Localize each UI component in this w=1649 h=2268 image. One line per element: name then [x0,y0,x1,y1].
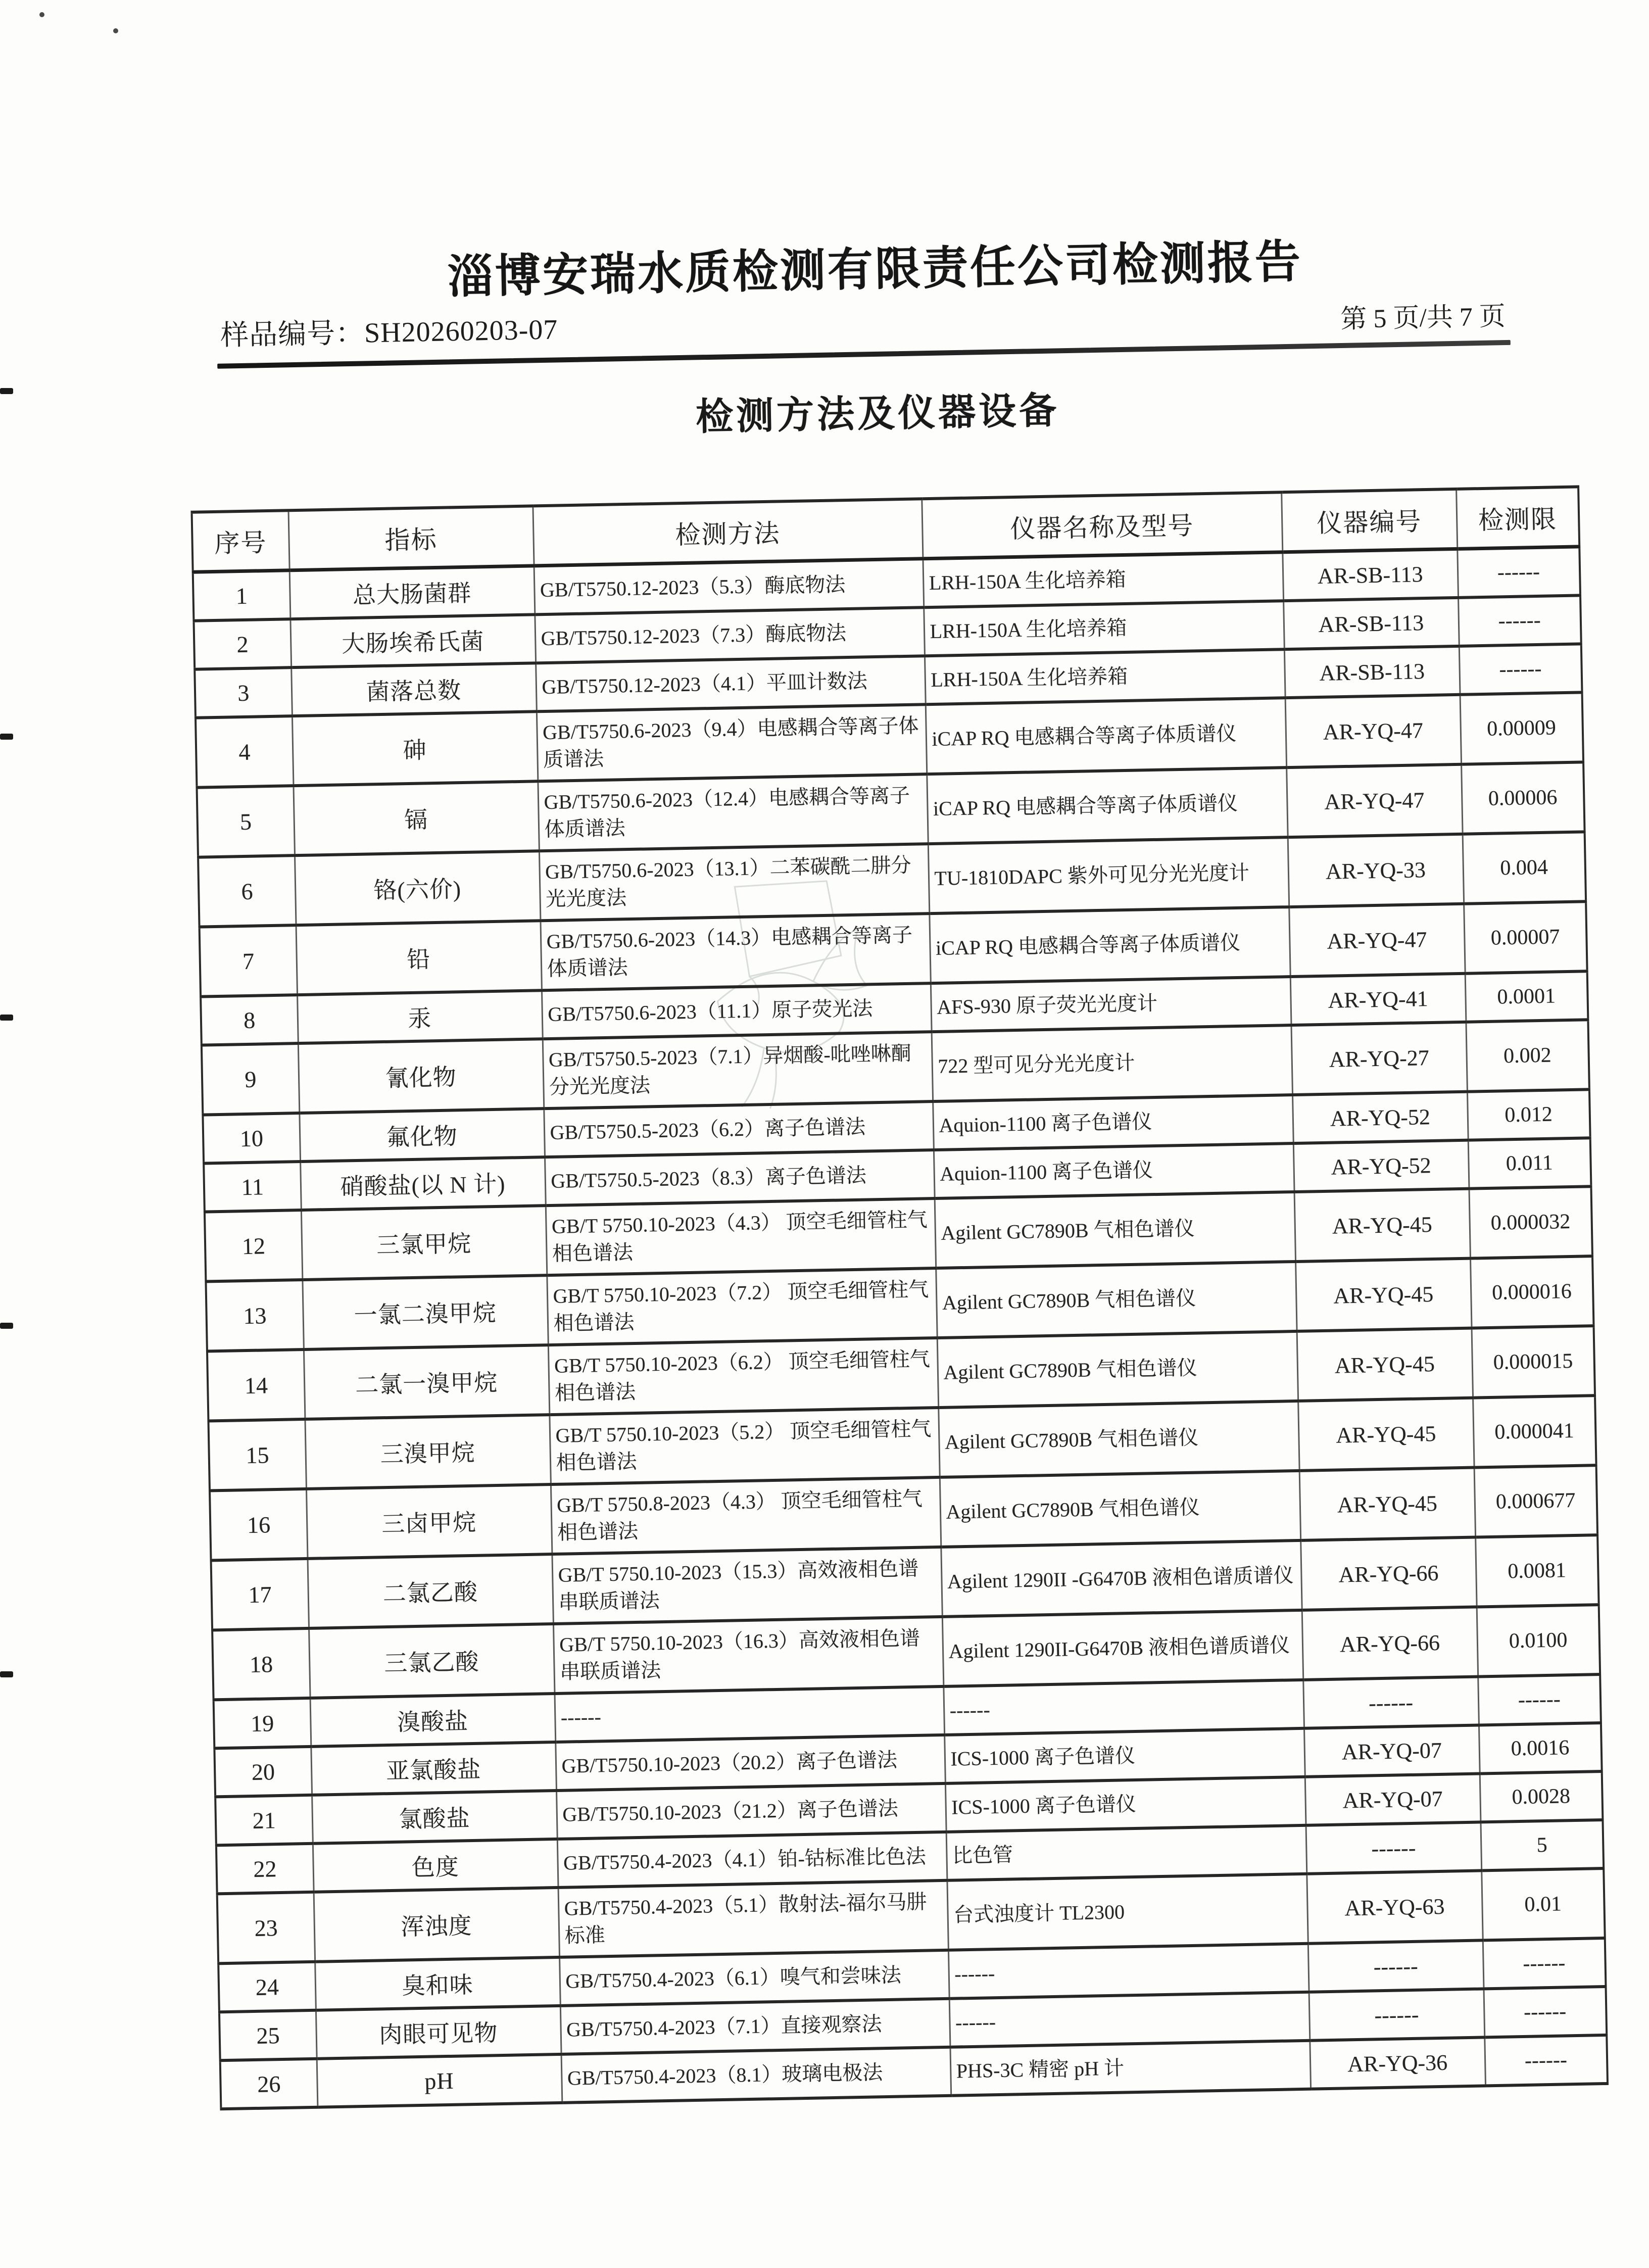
cell-method: GB/T5750.12-2023（7.3）酶底物法 [535,607,925,663]
cell-method: GB/T5750.4-2023（8.1）玻璃电极法 [561,2047,951,2103]
cell-detection-limit: 0.000016 [1470,1256,1593,1328]
cell-instrument-no: ------ [1309,1989,1485,2040]
cell-method: GB/T5750.6-2023（11.1）原子荧光法 [542,983,932,1039]
cell-serial: 15 [208,1419,306,1490]
cell-method: GB/T5750.10-2023（21.2）离子色谱法 [556,1783,946,1839]
cell-serial: 24 [218,1962,316,2012]
scan-artifact [0,388,13,394]
cell-detection-limit: 0.011 [1468,1138,1591,1188]
cell-serial: 26 [220,2059,318,2109]
cell-instrument-no: ------ [1306,1822,1482,1873]
cell-serial: 6 [198,855,296,927]
header-cell-detection-limit: 检测限 [1456,487,1579,549]
cell-detection-limit: ------ [1484,2035,1608,2086]
cell-serial: 3 [195,667,292,717]
cell-instrument-no: AR-YQ-27 [1291,1022,1467,1095]
cell-serial: 11 [204,1162,301,1212]
cell-indicator: 二氯一溴甲烷 [304,1345,549,1419]
cell-serial: 16 [210,1489,307,1560]
cell-method: GB/T5750.12-2023（5.3）酶底物法 [534,559,924,615]
cell-instrument-no: AR-YQ-07 [1304,1725,1480,1776]
cell-method: GB/T 5750.8-2023（4.3） 顶空毛细管柱气相色谱法 [551,1477,941,1554]
cell-indicator: 砷 [292,711,538,786]
scan-artifact [0,734,13,740]
cell-indicator: 亚氯酸盐 [311,1742,556,1795]
cell-serial: 21 [215,1795,313,1845]
cell-method: GB/T 5750.10-2023（4.3） 顶空毛细管柱气相色谱法 [546,1198,936,1275]
cell-method: GB/T5750.4-2023（7.1）直接观察法 [560,1999,950,2054]
cell-instrument: ICS-1000 离子色谱仪 [944,1728,1305,1783]
cell-instrument: TU-1810DAPC 紫外可见分光光度计 [928,837,1289,913]
cell-detection-limit: 0.002 [1466,1020,1589,1091]
cell-indicator: 铬(六价) [295,851,540,925]
cell-method: GB/T5750.4-2023（6.1）嗅气和尝味法 [559,1950,949,2006]
cell-indicator: 溴酸盐 [310,1694,556,1747]
cell-serial: 2 [193,619,291,669]
cell-detection-limit: 0.012 [1467,1089,1590,1140]
cell-indicator: 三溴甲烷 [305,1415,550,1489]
cell-serial: 10 [203,1113,300,1163]
scan-artifact [0,1671,13,1677]
cell-instrument: Agilent 1290II -G6470B 液相色谱质谱仪 [941,1540,1301,1617]
cell-serial: 9 [202,1043,299,1115]
cell-serial: 7 [200,925,297,996]
cell-instrument: LRH-150A 生化培养箱 [923,552,1283,608]
cell-instrument-no: AR-YQ-41 [1290,974,1466,1025]
cell-serial: 25 [219,2010,317,2060]
cell-indicator: 汞 [297,990,543,1043]
cell-instrument: iCAP RQ 电感耦合等离子体质谱仪 [929,907,1290,983]
cell-serial: 14 [207,1349,305,1421]
cell-method: GB/T 5750.10-2023（16.3）高效液相色谱串联质谱法 [553,1617,943,1694]
cell-instrument: ------ [948,1944,1309,1999]
cell-instrument-no: AR-YQ-47 [1289,904,1465,977]
cell-instrument: LRH-150A 生化培养箱 [924,601,1284,656]
cell-instrument-no: AR-SB-113 [1284,646,1460,698]
cell-detection-limit: 0.01 [1481,1868,1605,1940]
cell-serial: 22 [216,1844,314,1894]
scan-artifact [0,1323,13,1329]
cell-detection-limit: ------ [1478,1674,1601,1725]
cell-method: GB/T5750.5-2023（8.3）离子色谱法 [545,1150,935,1205]
sample-number [220,307,558,353]
scan-artifact [0,1015,13,1021]
cell-instrument: AFS-930 原子荧光光度计 [931,977,1291,1032]
cell-method: GB/T 5750.10-2023（6.2） 顶空毛细管柱气相色谱法 [548,1338,938,1415]
cell-indicator: 氟化物 [299,1108,545,1162]
cell-method: GB/T5750.6-2023（13.1）二苯碳酰二肼分光光度法 [539,844,929,921]
cell-indicator: 氰化物 [298,1039,544,1113]
cell-instrument-no: AR-YQ-66 [1300,1537,1476,1610]
header-cell-method: 检测方法 [532,499,923,566]
cell-instrument: 722 型可见分光光度计 [932,1025,1292,1101]
cell-indicator: 一氯二溴甲烷 [302,1275,548,1349]
cell-instrument-no: AR-YQ-45 [1298,1398,1474,1471]
cell-detection-limit: ------ [1458,595,1581,646]
cell-instrument-no: AR-YQ-66 [1302,1607,1478,1680]
cell-instrument: ------ [949,1992,1310,2047]
cell-instrument: Aquion-1100 离子色谱仪 [934,1143,1294,1198]
cell-serial: 5 [197,786,295,857]
cell-detection-limit: 0.000015 [1472,1326,1595,1397]
cell-serial: 8 [201,995,298,1045]
cell-instrument-no: AR-YQ-45 [1299,1468,1475,1540]
cell-indicator: 二氯乙酸 [308,1554,553,1628]
cell-detection-limit: ------ [1457,547,1580,598]
cell-serial: 12 [205,1210,302,1281]
cell-instrument: ICS-1000 离子色谱仪 [945,1777,1306,1832]
cell-instrument-no: AR-YQ-63 [1306,1870,1482,1943]
cell-instrument: Agilent 1290II-G6470B 液相色谱质谱仪 [942,1610,1303,1686]
cell-detection-limit: 0.0081 [1475,1535,1598,1607]
cell-instrument-no: AR-YQ-33 [1288,834,1464,907]
cell-detection-limit: 0.00007 [1464,901,1587,973]
page-title: 淄博安瑞水质检测有限责任公司检测报告 [447,237,1303,303]
cell-instrument: Agilent GC7890B 气相色谱仪 [936,1262,1296,1338]
header-cell-instrument-no: 仪器编号 [1281,489,1457,552]
cell-instrument-no: ------ [1303,1677,1479,1728]
cell-method: GB/T5750.4-2023（5.1）散射法-福尔马肼标准 [558,1880,948,1957]
cell-instrument: PHS-3C 精密 pH 计 [950,2041,1311,2096]
cell-instrument-no: AR-YQ-45 [1297,1328,1473,1401]
cell-method: GB/T 5750.10-2023（7.2） 顶空毛细管柱气相色谱法 [547,1268,937,1345]
cell-instrument-no: AR-SB-113 [1282,549,1458,601]
cell-serial: 19 [214,1698,311,1748]
cell-detection-limit: 0.000677 [1474,1465,1597,1537]
cell-detection-limit: 0.00006 [1461,762,1584,834]
page-indicator: 第 5 页/共 7 页 [1340,302,1506,334]
cell-serial: 4 [196,716,293,787]
cell-detection-limit: 5 [1480,1820,1604,1870]
cell-serial: 17 [211,1559,309,1630]
cell-instrument: LRH-150A 生化培养箱 [925,649,1285,704]
cell-method: GB/T5750.6-2023（9.4）电感耦合等离子体质谱法 [537,704,927,781]
cell-indicator: 肉眼可见物 [316,2006,561,2059]
cell-instrument: Agilent GC7890B 气相色谱仪 [938,1401,1299,1477]
cell-instrument-no: AR-YQ-47 [1285,695,1461,767]
scan-artifact [39,12,44,17]
header-cell-serial: 序号 [192,510,289,572]
cell-indicator: 三卤甲烷 [306,1484,552,1559]
cell-instrument-no: AR-YQ-47 [1286,764,1462,837]
cell-detection-limit: ------ [1459,644,1582,694]
cell-detection-limit: 0.0100 [1477,1605,1600,1676]
cell-indicator: 浑浊度 [314,1888,559,1962]
cell-indicator: 三氯甲烷 [301,1205,547,1280]
cell-method: GB/T 5750.10-2023（5.2） 顶空毛细管柱气相色谱法 [549,1408,939,1484]
cell-indicator: 硝酸盐(以 N 计) [300,1157,546,1210]
cell-detection-limit: ------ [1484,1987,1607,2037]
cell-serial: 18 [212,1628,310,1700]
cell-instrument-no: AR-YQ-45 [1295,1259,1471,1331]
cell-indicator: 三氯乙酸 [309,1624,554,1698]
cell-instrument: Agilent GC7890B 气相色谱仪 [935,1192,1295,1268]
cell-instrument-no: AR-SB-113 [1283,598,1459,649]
header-cell-instrument: 仪器名称及型号 [922,492,1282,559]
cell-detection-limit: 0.000032 [1469,1186,1592,1258]
cell-indicator: 氯酸盐 [312,1791,557,1844]
cell-detection-limit: 0.0028 [1480,1771,1603,1822]
methods-table [190,485,1609,2110]
cell-method: ------ [554,1686,944,1742]
cell-instrument: 台式浊度计 TL2300 [947,1874,1307,1950]
cell-serial: 13 [206,1280,303,1351]
cell-indicator: 色度 [313,1839,558,1892]
cell-detection-limit: 0.004 [1463,832,1586,903]
cell-instrument: iCAP RQ 电感耦合等离子体质谱仪 [927,767,1287,844]
cell-instrument: 比色管 [946,1825,1307,1880]
scan-artifact [113,28,118,33]
cell-instrument: Agilent GC7890B 气相色谱仪 [940,1471,1300,1547]
cell-indicator: 总大肠菌群 [289,566,535,619]
cell-instrument: Aquion-1100 离子色谱仪 [933,1095,1293,1150]
cell-method: GB/T5750.10-2023（20.2）离子色谱法 [555,1735,945,1791]
table-body [193,547,1608,2109]
cell-instrument-no: AR-YQ-07 [1305,1773,1481,1825]
section-title: 检测方法及仪器设备 [695,390,1060,439]
cell-indicator: 铅 [296,921,542,995]
cell-detection-limit: 0.000041 [1473,1395,1596,1467]
cell-detection-limit: 0.0016 [1479,1723,1602,1773]
cell-method: GB/T5750.5-2023（6.2）离子色谱法 [544,1101,934,1157]
cell-instrument-no: AR-YQ-45 [1294,1189,1470,1262]
cell-serial: 20 [214,1747,312,1797]
cell-method: GB/T5750.12-2023（4.1）平皿计数法 [536,656,926,711]
cell-method: GB/T5750.4-2023（4.1）铂-钴标准比色法 [557,1832,947,1888]
cell-serial: 1 [193,570,290,621]
cell-method: GB/T5750.5-2023（7.1）异烟酸-吡唑啉酮分光光度法 [543,1032,933,1108]
cell-detection-limit: 0.0001 [1465,971,1588,1022]
header-cell-indicator: 指标 [288,506,534,570]
cell-method: GB/T5750.6-2023（14.3）电感耦合等离子体质谱法 [540,913,930,990]
cell-method: GB/T5750.6-2023（12.4）电感耦合等离子体质谱法 [538,774,928,851]
cell-instrument-no: AR-YQ-36 [1310,2037,1485,2089]
cell-detection-limit: ------ [1483,1938,1606,1989]
cell-instrument: iCAP RQ 电感耦合等离子体质谱仪 [926,698,1286,774]
cell-instrument: ------ [943,1680,1304,1735]
cell-serial: 23 [217,1892,315,1963]
sample-number-value: SH20260203-07 [364,314,558,349]
cell-instrument-no: AR-YQ-52 [1293,1140,1469,1192]
cell-detection-limit: 0.00009 [1460,692,1583,764]
cell-instrument: Agilent GC7890B 气相色谱仪 [937,1331,1298,1408]
cell-indicator: 大肠埃希氏菌 [290,614,536,667]
cell-indicator: pH [317,2054,562,2107]
cell-method: GB/T 5750.10-2023（15.3）高效液相色谱串联质谱法 [552,1547,942,1624]
cell-instrument-no: AR-YQ-52 [1292,1092,1468,1143]
cell-indicator: 菌落总数 [291,663,537,716]
cell-indicator: 镉 [293,781,539,855]
cell-indicator: 臭和味 [315,1957,560,2010]
sample-number-label: 样品编号： [220,317,365,352]
cell-instrument-no: ------ [1308,1940,1484,1992]
